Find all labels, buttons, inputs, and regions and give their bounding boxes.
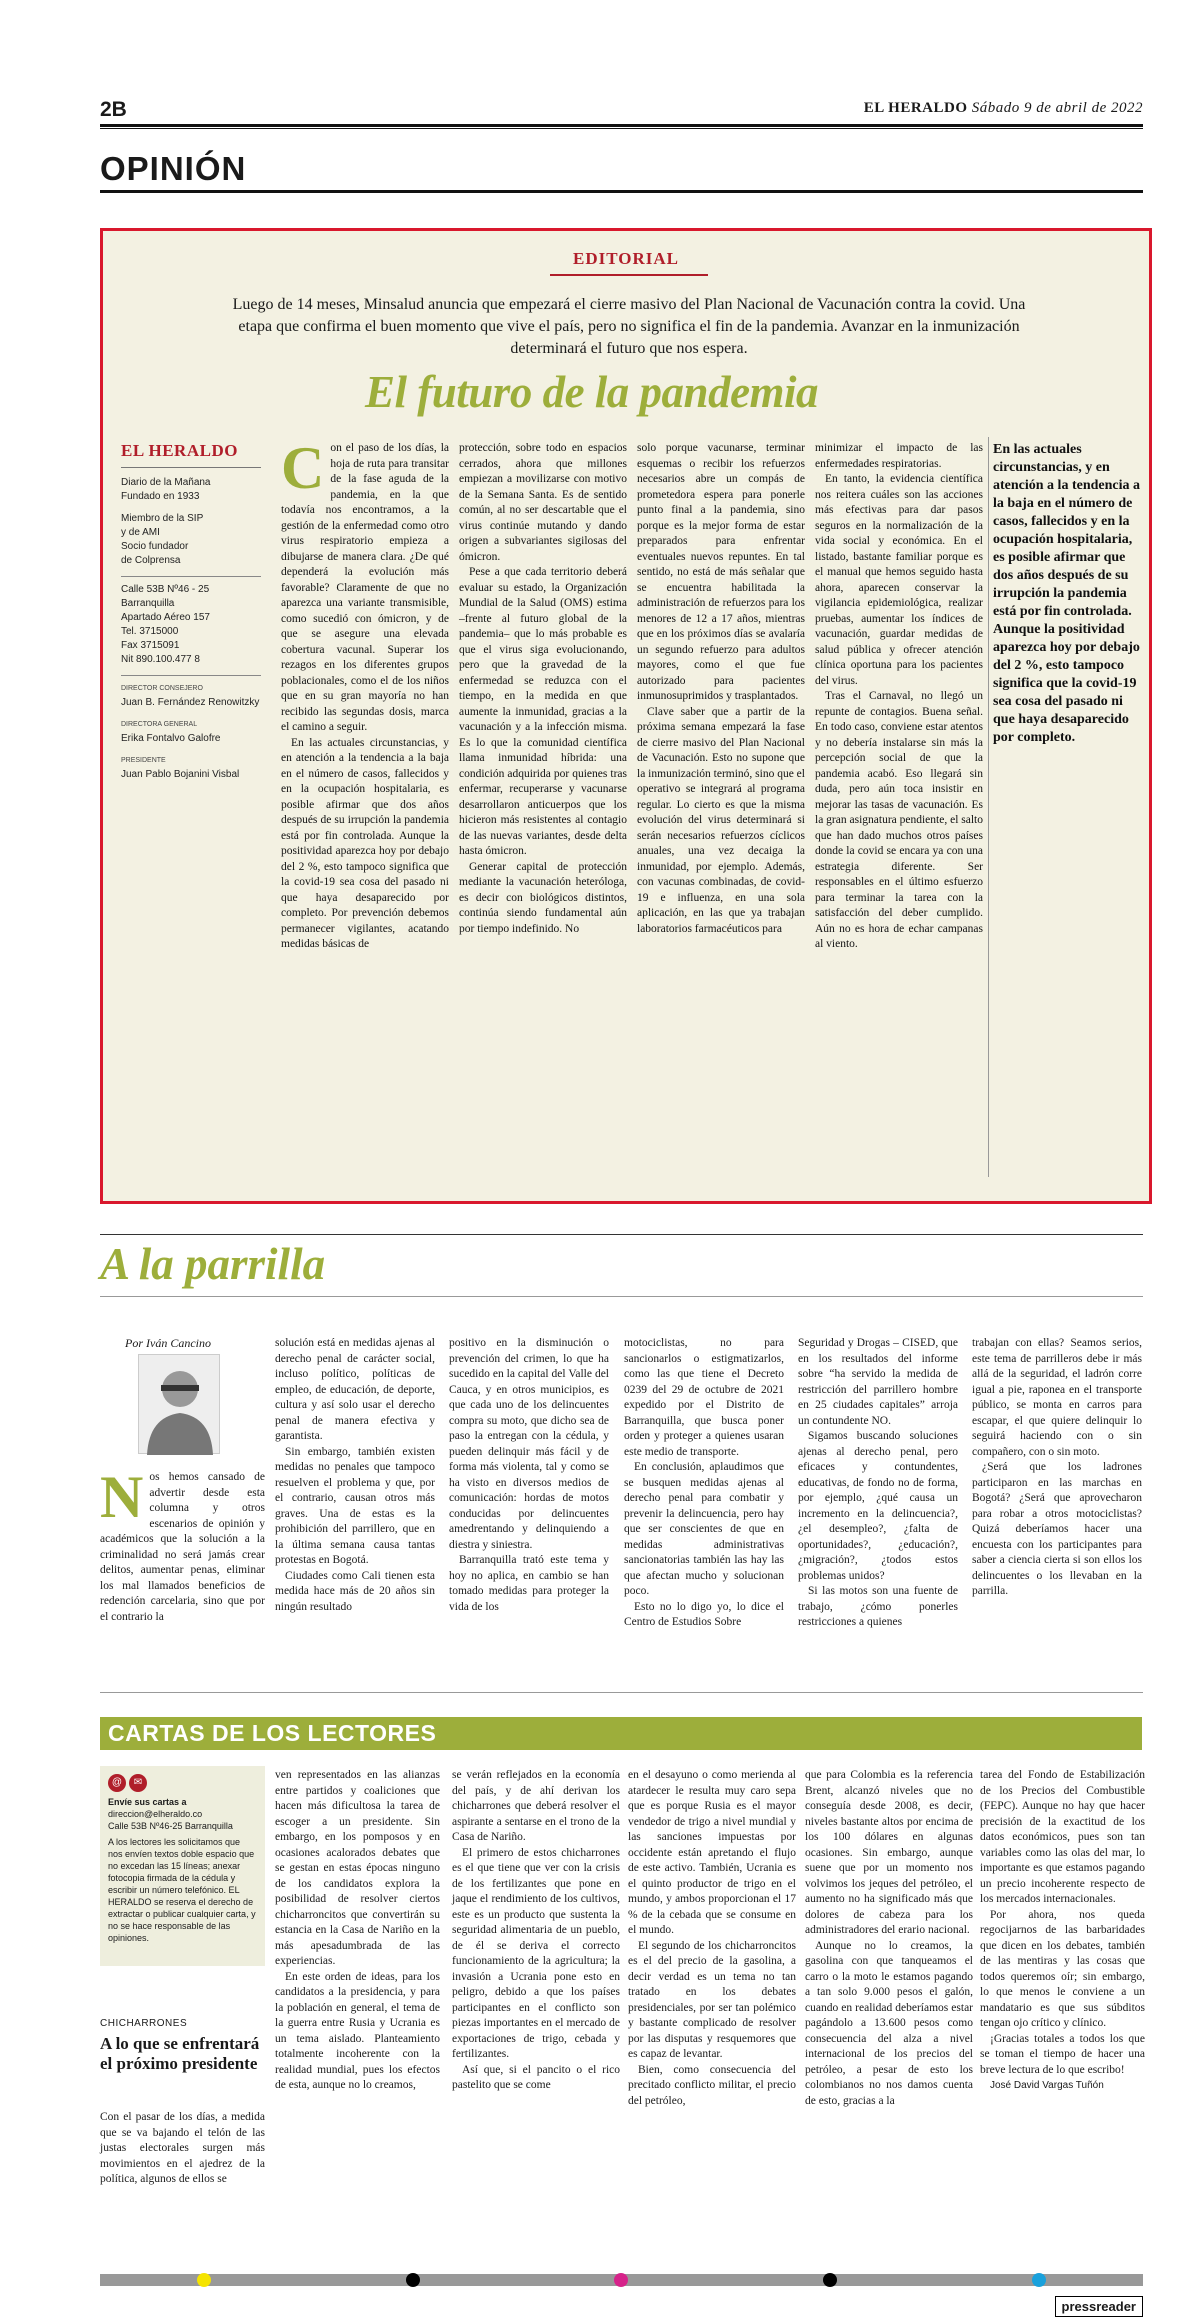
letter-column-3: en el desayuno o como merienda al atardecer le resulta muy caro sepa que es porque Rusia es el mayor vendedor de trigo a nivel mundial y las sanciones impuestas por occidente están apretando el flujo de este activo. También, Ucrania es el quinto productor de trigo en el mundo, y ambos proporcionan el 17 % de la cebada que se consume en el mundo. El segundo de los chicharroncitos es el del precio de la gasolina, a decir verdad es un tema no tan tratado en los debates presidenciales, por ser tan polémico y bastante complicado de resolver por las disputas y resquemores que es capaz de levantar. Bien, como consecuencia del precitado conflicto militar, el precio del petróleo, [628,1769,796,2107]
letters-email[interactable]: direccion@elheraldo.co [108,1809,203,1819]
letter-column-2: se verán reflejados en la economía del país, y de ahí derivan los chicharrones que deberá resolver el aspirante a sentarse en el trono de la Casa de Nariño. El primero de estos chicharrones es el que tiene que ver con la crisis de los fertilizantes que pone en jaque el rendimiento de los cultivos, este es un producto que sustenta la seguridad alimentaria de un pueblo, de él se deriva el correcto funcionamiento de la agricultura; la invasión a Ucrania pone esto en peligro, debido a que los países participantes en el conflicto son piezas importantes en el mercado de exportaciones de trigo, cebada y fertilizantes. Así que, si el pancito o el rico pastelito que se come [452,1769,620,2091]
section-rule [100,190,1143,193]
letter-column-5: tarea del Fondo de Estabilización de los Precios del Combustible (FEPC). Aunque no hay que hacer precisión de la exactitud de los datos económicos, pues son tan variables como las olas del mar, lo importante es que estamos pagando un precio incoherente respecto de los mercados internacionales. Por ahora, nos queda regocijarnos de las barbaridades que dicen en los debates, también de las mentiras y las cosas que todos queremos oír; sin embargo, lo que menos le conviene a un mandatario es que sus súbditos tengan ojo crítico y clínico. ¡Gracias totales a todos los que se toman el tiempo de hacer una breve lectura de lo que escribo! José David Vargas Tuñón [980,1768,1145,2094]
parrilla-column-6: trabajan con ellas? Seamos serios, este tema de parrilleros debe ir más allá de la seguridad, el ladrón corre igual a pie, raponea en el transporte público, se monta en carros para escapar, el que quiere delinquir lo seguirá haciendo con o sin compañero, con o sin moto. ¿Será que los ladrones participaron en las marchas en Bogotá? ¿Será que aprovecharon para robar a otros motociclistas? Quizá deberíamos hacer una encuesta con los participantes para saber a ciencia cierta si son ellos los delincuentes o los llevaban en la parrilla. [972,1337,1142,1597]
parrilla-column-5: Seguridad y Drogas – CISED, que en los resultados del informe sobre “ha servido la medida de restricción del parrillero hombre en 25 ciudades capitales” arroja un contundente NO. Sigamos buscando soluciones ajenas al derecho penal, pero eficaces y contundentes, educativas, de fondo no de forma, por ejemplo, ¿qué causa un incremento en la delincuencia?, ¿el desempleo?, ¿falta de oportunidades?, ¿educación?, ¿migración?, ¿todos estos problemas unidos? Si las motos son una fuente de trabajo, ¿cómo ponerles restricciones a quienes [798,1337,958,1628]
registration-dot [1032,2273,1046,2287]
letter-signature: José David Vargas Tuñón [990,2080,1104,2091]
drop-cap: N [100,1464,144,1530]
divider [121,576,261,577]
section-rule [100,1692,1143,1693]
registration-dot [823,2273,837,2287]
masthead-credits [121,441,261,790]
editorial-kicker: EDITORIAL [573,249,679,268]
drop-cap: C [281,435,325,501]
page-number: 2B [100,98,127,121]
editorial-column-4: minimizar el impacto de las enfermedades respiratorias. En tanto, la evidencia científica nos reitera cuáles son las acciones más efectivas para dar pasos seguros en la normalización de la vida social y económica. En el listado, bastante familiar porque es el manual que hemos seguido hasta ahora, aparecen conservar la vigilancia epidemiológica, realizar pruebas, aumentar los índices de vacunación, guardar medidas de salud pública y ofrecer atención clínica oportuna para los pacientes del virus. Tras el Carnaval, no llegó un repunte de contagios. Buena señal. En todo caso, conviene estar atentos y no debería instalarse sin más la percepción social de que la pandemia acabó. Eso llegará sin duda, pero aún toca insistir en mejorar las tasas de vacunación. Es la gran asignatura pendiente, el salto que han dado muchos otros países donde la covid se encara ya con una estrategia diferente. Ser responsables en el último esfuerzo para terminar la tarea con la satisfacción del deber cumplido. Aún no es hora de echar campanas al viento. [815,442,983,950]
top-rule [100,124,1143,127]
letter-kicker: CHICHARRONES [100,2018,188,2029]
column-rule [100,1234,1143,1235]
editorial-lead: Luego de 14 meses, Minsalud anuncia que empezará el cierre masivo del Plan Nacional de Vacunación contra la covid. Una etapa que confirma el buen momento que vive el país, pero no significa el fin de la pandemia. Avanzar en la inmunización determinará el futuro que nos espera. [232,296,1026,357]
section-title: OPINIÓN [100,150,247,187]
role-name: Juan Pablo Bojanini Visbal [121,769,240,780]
editorial-column-2: protección, sobre todo en espacios cerrados, ahora que millones empiezan a movilizarse con motivo de la Semana Santa. Es de sentido común, al no ser descartable que el virus continúe mutando y dando origen a subvariantes sigilosas del ómicron. Pese a que cada territorio deberá evaluar su estado, la Organización Mundial de la Salud (OMS) estima –frente al futuro global de la pandemia– que lo más probable es que el virus siga evolucionando, pero que la gravedad de la enfermedad se reduzca con el tiempo, en la medida en que aumente la inmunidad, gracias a la vacunación y a la infección misma. Es lo que la comunidad científica llama inmunidad híbrida: una condición adquirida por quienes tras enfermar, recuperarse y vacunarse desarrollaron anticuerpos que los hicieron más resistentes al contagio de las nuevas variantes, desde delta hasta ómicron. Generar capital de protección mediante la vacunación heteróloga, es decir con biológicos distintos, continúa siendo fundamental aún por tiempo indefinido. No [459,442,627,935]
role-label: PRESIDENTE [121,757,166,764]
editorial-box [100,228,1152,1204]
author-byline: Por Iván Cancino [125,1336,211,1350]
parrilla-column-1: Nos hemos cansado de advertir desde esta columna y otros escenarios de opinión y académicos que la solución a la criminalidad no será jamás crear delitos, aumentar penas, eliminar los mal llamados beneficios de redención carcelaria, sino que por el contrario la [100,1464,265,1623]
author-photo [138,1354,220,1454]
letter-column-0: Con el pasar de los días, a medida que se va bajando el telón de las justas electorales surgen más movimientos en el ajedrez de la política, algunos de ellos se [100,2111,265,2185]
masthead [864,100,1143,117]
pullquote-rule [988,437,989,1177]
role-label: DIRECTORA GENERAL [121,721,198,728]
top-rule-thin [100,128,1143,129]
parrilla-column-4: motociclistas, no para sancionarlos o estigmatizarlos, como las que tiene el Decreto 0239 del 29 de octubre de 2021 expedido por el Distrito de Barranquilla, que busca poner orden y proteger a quienes usaran este medio de transporte. En conclusión, aplaudimos que se busquen medidas ajenas al derecho penal para combatir y prevenir la delincuencia, pero hay que ser conscientes de que en medidas administrativas sancionatorias también las hay las que afectan mucho y solucionan poco. Esto no lo digo yo, lo dice el Centro de Estudios Sobre [624,1337,784,1628]
credits-block-1: Diario de la Mañana Fundado en 1933 [121,477,211,502]
pullquote: En las actuales circunstancias, y en atención a la tendencia a la baja en el número de casos, fallecidos y en la ocupación hospitalaria, es posible afirmar que dos años después de su irrupción la pandemia está por fin controlada. Aunque la positividad aparezca hoy por debajo del 2 %, esto tampoco significa que la covid-19 sea cosa del pasado ni que haya desaparecido por completo. [993,442,1140,745]
role-name: Erika Fontalvo Galofre [121,733,221,744]
date: Sábado 9 de abril de 2022 [971,100,1143,116]
editorial-column-1: Con el paso de los días, la hoja de ruta para transitar de la fase aguda de la pandemia, en la que todavía nos encontramos, a la gestión de la enfermedad como otro virus respiratorio empieza a dibujarse de manera clara. ¿De qué dependerá la evolución más favorable? Claramente de que no aparezca una variante transmisible, como sucedió con ómicron, y de que se asegure una elevada cobertura vacunal. Superar los rezagos en los diferentes grupos poblacionales, como el de los niños que en su gran mayoría no han recibido las segundas dosis, marca el camino a seguir. En las actuales circunstancias, y en atención a la tendencia a la baja en el número de casos, fallecidos y en la ocupación hospitalaria, es posible afirmar que dos años después de su irrupción la pandemia está por fin controlada. Aunque la positividad aparezca hoy por debajo del 2 %, esto tampoco significa que la covid-19 sea cosa del pasado ni que haya desaparecido por completo. Por prevención debemos permanecer vigilantes, acatando medidas básicas de [281,435,449,950]
address-block: Calle 53B Nº46 - 25 Barranquilla Apartado Aéreo 157 Tel. 3715000 Fax 3715091 Nit 890.100.477 8 [121,584,210,665]
editorial-headline: El futuro de la pandemia [365,367,819,417]
column-title-rule [100,1296,1143,1297]
parrilla-column-3: positivo en la disminución o prevención del crimen, lo que ha sucedido en la capital del Valle del Cauca, y en otros municipios, es que cada uno de los delincuentes compra su moto, que dicho sea de paso la entregan con la cédula, y pueden delinquir más fácil y de forma más violenta, tal y como se ha visto en diversos medios de comunicación: hordas de motos conducidas por delincuentes amedrentando y delinquiendo a diestra y siniestra. Barranquilla trató este tema y hoy no aplica, en cambio se han tomado medidas para proteger la vida de los [449,1337,609,1613]
letter-column-1: ven representados en las alianzas entre partidos y coaliciones que hacen más dificultosa la tarea de escoger a un presidente. Sin embargo, en los pomposos y en ocasiones acalorados debates que se gestan en estas épocas ninguno de los candidatos explora la posibilidad de resolver ciertos chicharroncitos que convertirán su estancia en la Casa de Nariño en la más apesadumbrada de las experiencias. En este orden de ideas, para los candidatos a la presidencia, y para la población en general, el tema de la guerra entre Rusia y Ucrania es un tema aislado. Planteamiento totalmente incoherente con la realidad mundial, pues los efectos de esta, aunque no lo creamos, [275,1769,440,2091]
letter-title: A lo que se enfrentará el próximo presidente [100,2034,260,2073]
role-name: Juan B. Fernández Renowitzky [121,697,260,708]
parrilla-column-2: solución está en medidas ajenas al derecho penal de carácter social, incluso político, políticas de empleo, de educación, de deporte, cultura y así solo usar el derecho penal de manera efectiva y garantista. Sin embargo, también existen medidas no penales que tampoco resuelven el problema y que, por el contrario, causan otros más graves. Una de estas es la prohibición del parrillero, que en la última semana causa tantas protestas en Bogotá. Ciudades como Cali tienen esta medida hace más de 20 años sin ningún resultado [275,1337,435,1613]
column-title: A la parrilla [100,1239,326,1289]
role-label: DIRECTOR CONSEJERO [121,685,203,692]
editorial-column-3: solo porque vacunarse, terminar esquemas o recibir los refuerzos necesarios abre un compás de prometedora espera para ponerle punto final a la pandemia, sino porque es la mejor forma de estar preparados para enfrentar eventuales nuevos repuntes. En tal sentido, no está de más señalar que se encuentra habilitada la administración de refuerzos para los menores de 12 a 17 años, mientras que en los próximos días se avalaría un segundo refuerzo para adultos mayores, como el que fue autorizado para pacientes inmunosuprimidos y trasplantados. Clave saber que a partir de la próxima semana empezará la fase de cierre masivo del Plan Nacional de Vacunación. Esto no supone que la inmunización terminó, sino que el operativo se integrará al programa regular. Lo cierto es que la misma evolución del virus determinará si serán necesarios refuerzos cíclicos anuales, una vez decaiga la inmunidad, por ejemplo. Además, con vacunas combinadas, de covid-19 e influenza, en una sola aplicación, en las que ya trabajan laboratorios farmacéuticos para [637,442,805,935]
paper-name: EL HERALDO [863,100,968,116]
registration-dot [614,2273,628,2287]
credits-block-2: Miembro de la SIP y de AMI Socio fundador de Colprensa [121,513,204,566]
mail-icon: ✉ [129,1774,147,1792]
el-heraldo-logo: EL HERALDO [121,441,238,460]
print-registration-bar [100,2274,1143,2286]
pressreader-logo: pressreader [1055,2296,1143,2317]
letters-band: CARTAS DE LOS LECTORES [100,1717,1142,1750]
registration-dot [406,2273,420,2287]
logo-rule [121,467,261,468]
letter-column-4: que para Colombia es la referencia Brent, alcanzó niveles que no conseguía desde 2008, es decir, niveles bastante altos por encima de los 100 dólares en algunas ocasiones. Sin embargo, aunque suene que por un momento nos volvimos los jeques del petróleo, el aumento no ha significado más que dolores de cabeza para los administradores del erario nacional. Aunque no lo creamos, la gasolina con que tanqueamos el carro o la moto le estamos pagando a tan solo 9.000 pesos el galón, cuando en realidad deberíamos estar pagándolo a 13.600 pesos como consecuencia del alza a nivel internacional de los precios del petróleo, a pesar de esto los colombianos no nos damos cuenta de esto, gracias a la [805,1769,973,2107]
kicker-underline [550,274,708,276]
divider [121,675,261,676]
letters-info-box: @ ✉ Envíe sus cartas a direccion@elheraldo.co Calle 53B Nº46-25 Barranquilla A los lectores les solicitamos que nos envíen textos doble espacio que no excedan las 15 líneas; anexar fotocopia firmada de la cédula y escribir un número telefónico. EL HERALDO se reserva el derecho de extractar o publicar cualquier carta, y no se hace responsable de las opiniones. [100,1766,265,1966]
registration-dot [197,2273,211,2287]
at-icon: @ [108,1774,126,1792]
